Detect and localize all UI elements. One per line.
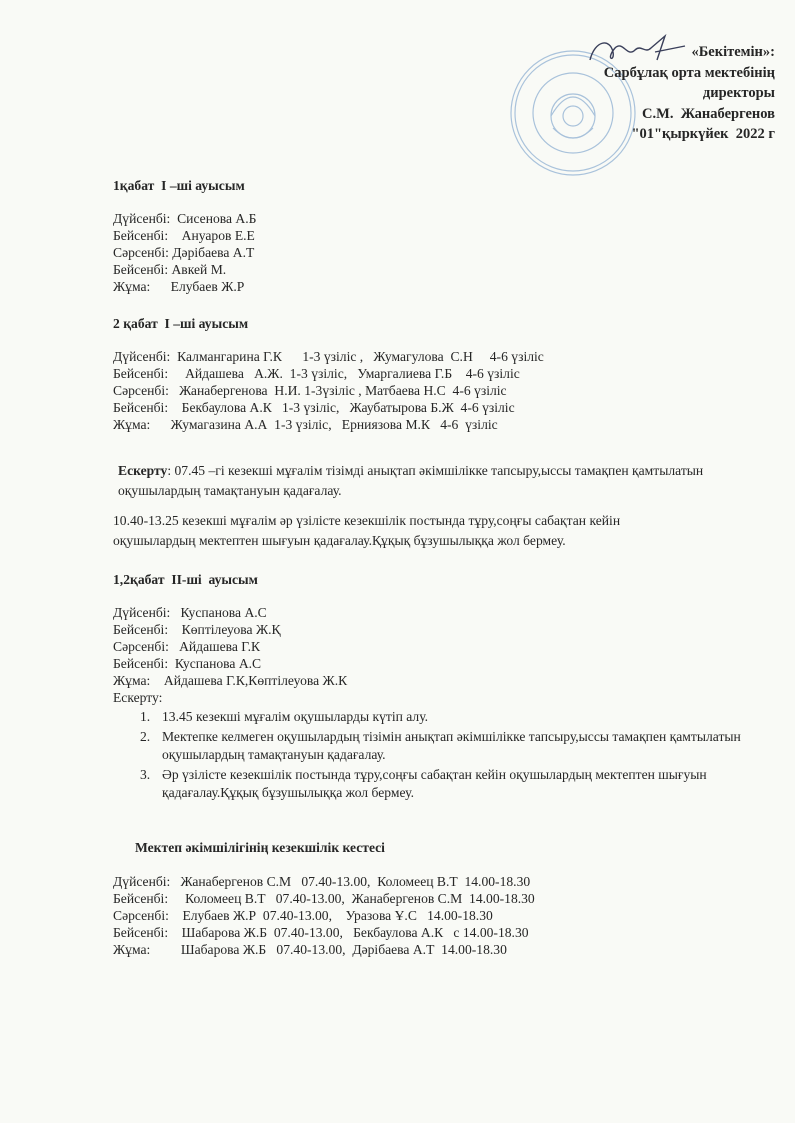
approval-block (604, 42, 775, 145)
admin-row: Бейсенбі: Коломеец В.Т 07.40-13.00, Жанабергенов С.М 14.00-18.30 (113, 890, 535, 906)
note-label: Ескерту (118, 463, 168, 478)
section2-note (113, 461, 785, 501)
approval-line: Сарбұлақ орта мектебінің (603, 64, 775, 81)
note-item: 3. Әр үзілісте кезекшілік постында тұру,соңғы сабақтан кейін оқушылардың мектептен шығуын қадағалау.Құқық бұзушылыққа жол бермеу. (140, 766, 707, 800)
duty-row: Сәрсенбі: Жанабергенова Н.И. 1-3үзіліс , Матбаева Н.С 4-6 үзіліс (113, 383, 507, 398)
section1-list (113, 210, 785, 295)
duty-row: Жұма: Жумагазина А.А 1-3 үзіліс, Ерниязова М.К 4-6 үзіліс (113, 417, 498, 432)
approval-line: С.М. Жанабергенов (642, 105, 775, 122)
duty-row: Бейсенбі: Айдашева А.Ж. 1-3 үзіліс, Умаргалиева Г.Б 4-6 үзіліс (113, 366, 520, 381)
admin-row: Дүйсенбі: Жанабергенов С.М 07.40-13.00, Коломеец В.Т 14.00-18.30 (113, 873, 531, 889)
approval-line: "01"қыркүйек 2022 г (631, 126, 775, 142)
note-label: Ескерту: (113, 690, 163, 705)
duty-row: Дүйсенбі: Куспанова А.С (113, 605, 267, 620)
section2-list (113, 348, 785, 433)
section1-title: 1қабат І –ші ауысым (113, 178, 245, 193)
admin-title: Мектеп әкімшілігінің кезекшілік кестесі (135, 839, 385, 855)
section3-notes (140, 708, 780, 803)
admin-row: Бейсенбі: Шабарова Ж.Б 07.40-13.00, Бекбаулова А.К с 14.00-18.30 (113, 924, 529, 940)
duty-row: Бейсенбі: Бекбаулова А.К 1-3 үзіліс, Жаубатырова Б.Ж 4-6 үзіліс (113, 400, 515, 415)
duty-row: Дүйсенбі: Калмангарина Г.К 1-3 үзіліс , Жумагулова С.Н 4-6 үзіліс (113, 349, 544, 364)
section3-list (113, 604, 785, 706)
duty-row: Дүйсенбі: Сисенова А.Б (113, 211, 257, 226)
section3-title: 1,2қабат ІІ-ші ауысым (113, 572, 258, 587)
approval-line: «Бекітемін»: (691, 44, 775, 60)
duty-row: Бейсенбі: Көптілеуова Ж.Қ (113, 622, 281, 637)
section2-note2: 10.40-13.25 кезекші мұғалім әр үзілісте кезекшілік постында тұру,соңғы сабақтан кейін оқушылардың мектептен шығуын қадағалау.Құқық бұзушылыққа жол бермеу. (113, 513, 621, 548)
note-item: 2. Мектепке келмеген оқушылардың тізімін анықтап әкімшілікке тапсыру,ыссы тамақпен қамтылатын оқушылардың тамақтануын қадағалау. (140, 728, 741, 762)
admin-row: Сәрсенбі: Елубаев Ж.Р 07.40-13.00, Уразова Ұ.С 14.00-18.30 (113, 907, 493, 923)
note-text: : 07.45 –гі кезекші мұғалім тізімді анықтап әкімшілікке тапсыру,ыссы тамақпен қамтылатын оқушылардың тамақтануын қадағалау. (118, 463, 704, 498)
duty-row: Бейсенбі: Ануаров Е.Е (113, 228, 255, 243)
duty-row: Сәрсенбі: Дәрібаева А.Т (113, 245, 255, 260)
section2-title: 2 қабат І –ші ауысым (113, 316, 249, 331)
approval-line: директоры (702, 85, 775, 101)
admin-list (113, 873, 785, 958)
duty-row: Жұма: Елубаев Ж.Р (113, 279, 245, 294)
duty-row: Сәрсенбі: Айдашева Г.К (113, 639, 261, 654)
note-item: 1. 13.45 кезекші мұғалім оқушыларды күтіп алу. (140, 709, 429, 724)
duty-row: Жұма: Айдашева Г.К,Көптілеуова Ж.К (113, 673, 348, 688)
duty-row: Бейсенбі: Куспанова А.С (113, 656, 262, 671)
admin-row: Жұма: Шабарова Ж.Б 07.40-13.00, Дәрібаева А.Т 14.00-18.30 (113, 941, 507, 957)
duty-row: Бейсенбі: Авкей М. (113, 262, 227, 277)
